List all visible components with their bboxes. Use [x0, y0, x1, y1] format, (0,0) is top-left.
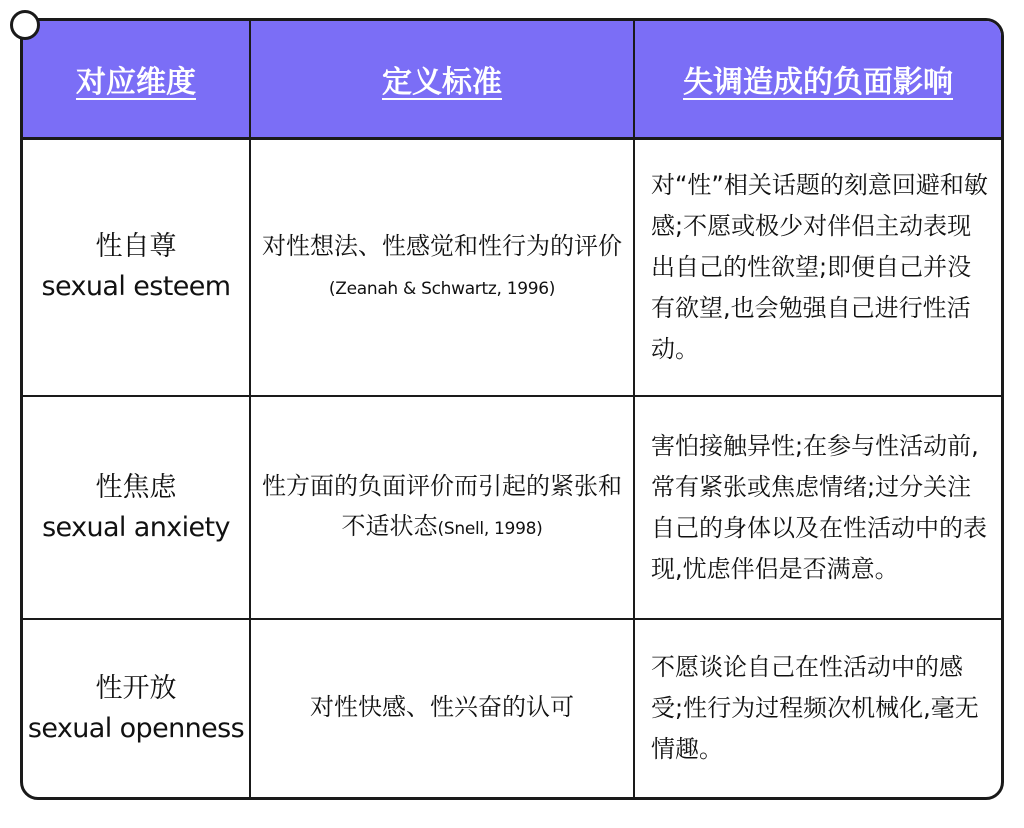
- dimension-cell: [23, 619, 250, 797]
- dimension-cell: [23, 138, 250, 396]
- impact-cell: 对“性”相关话题的刻意回避和敏感;不愿或极少对伴侣主动表现出自己的性欲望;即便自己并没有欲望,也会勉强自己进行性活动。: [634, 138, 1001, 396]
- dimension-table: [20, 18, 1004, 800]
- definition-text: 对性快感、性兴奋的认可: [310, 693, 574, 721]
- dimension-en: sexual anxiety: [42, 511, 230, 543]
- impact-cell: 害怕接触异性;在参与性活动前,常有紧张或焦虑情绪;过分关注自己的身体以及在性活动中的表现,忧虑伴侣是否满意。: [634, 396, 1001, 619]
- header-dimension: 对应维度: [23, 21, 250, 138]
- definition-cell: [250, 396, 634, 619]
- table-row: [23, 396, 1001, 619]
- table-row: [23, 138, 1001, 396]
- impact-cell: 不愿谈论自己在性活动中的感受;性行为过程频次机械化,毫无情趣。: [651, 653, 979, 763]
- table-row: [23, 619, 1001, 797]
- dimension-zh: 性自尊: [95, 231, 177, 263]
- dimension-cell: [23, 396, 250, 619]
- dimension-en: sexual openness: [27, 712, 245, 744]
- dimension-zh: 性焦虑: [95, 471, 177, 503]
- definition-cell: [250, 138, 634, 396]
- definition-text: 对性想法、性感觉和性行为的评价: [262, 231, 622, 260]
- corner-dot-decoration: [10, 10, 40, 40]
- dimension-zh: 性开放: [95, 672, 177, 704]
- citation: (Snell, 1998): [437, 519, 543, 539]
- table: [23, 21, 1001, 797]
- dimension-en: sexual esteem: [41, 271, 231, 303]
- definition-text: 性方面的负面评价而引起的紧张和不适状态: [262, 472, 622, 540]
- table-header-row: [23, 21, 1001, 138]
- citation: (Zeanah & Schwartz, 1996): [328, 278, 556, 299]
- definition-cell: [250, 619, 634, 797]
- header-negative-impact: 失调造成的负面影响: [634, 21, 1001, 138]
- header-definition: 定义标准: [250, 21, 634, 138]
